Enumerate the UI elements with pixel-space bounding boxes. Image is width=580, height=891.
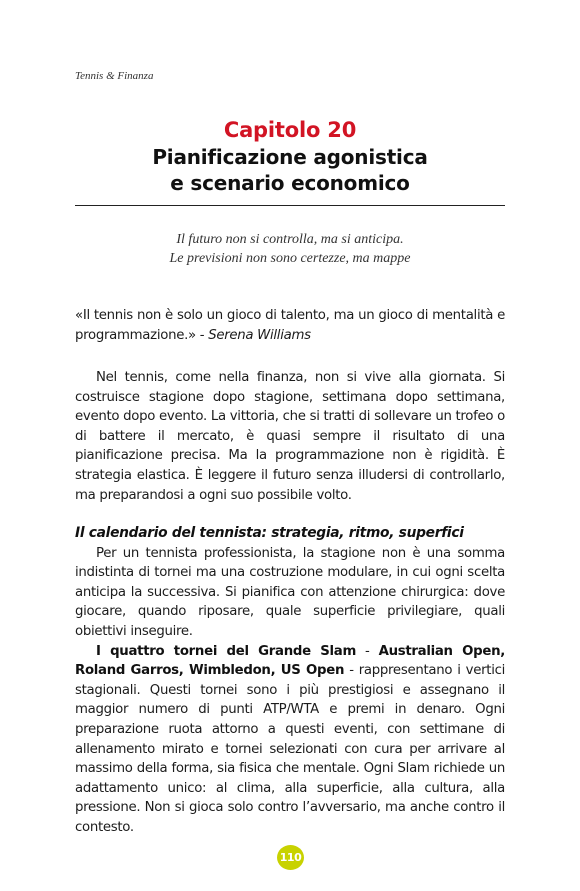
slam-dash: - — [356, 643, 379, 659]
intro-text: Nel tennis, come nella finanza, non si vive alla giornata. Si costruisce stagione dopo stagione, settimana dopo settimana, evento dopo evento. La vittoria, che si tratti di sollevare un trofeo o di battere il mercato, è quasi sempre il risultato di una pianificazione precisa. Ma la programmazione non è rigidità. È strategia elastica. È leggere il futuro senza illudersi di controllarlo, ma preparandosi a ogni suo possibile volto. — [75, 370, 505, 503]
opening-quote — [75, 306, 505, 345]
quote-text: «Il tennis non è solo un gioco di talento, ma un gioco di mentalità e programmazione.» - — [75, 308, 505, 343]
epigraph — [75, 230, 505, 268]
epigraph-line-2: Le previsioni non sono certezze, ma mappe — [169, 251, 411, 266]
title-divider — [75, 205, 505, 206]
calendar-section — [75, 524, 505, 838]
slam-bold-intro: I quattro tornei del Grande Slam — [96, 643, 356, 659]
epigraph-line-1: Il futuro non si controlla, ma si anticipa. — [176, 232, 404, 247]
intro-paragraph — [75, 368, 505, 505]
slam-description: - rappresentano i vertici stagionali. Questi tornei sono i più prestigiosi e assegnano il maggior numero di punti ATP/WTA e premi in denaro. Ogni preparazione ruota attorno a questi eventi, con settimane di allenamento mirato e tornei selezionati con cura per arrivare al massimo della forma, sia fisica che mentale. Ogni Slam richiede un adattamento unico: al clima, alla superficie, alla cultura, alla pressione. Non si gioca solo contro l’avversario, ma anche contro il contesto. — [75, 663, 506, 835]
section-paragraph-2 — [75, 642, 505, 838]
chapter-title-line-1: Pianificazione agonistica — [152, 145, 428, 169]
chapter-title-line-2: e scenario economico — [170, 171, 410, 195]
running-header: Tennis & Finanza — [75, 70, 154, 82]
section-heading: Il calendario del tennista: strategia, ritmo, superfici — [75, 525, 464, 541]
chapter-heading — [75, 117, 505, 196]
slam-tournaments: Australian Open, Roland Garros, Wimbledon, US Open — [75, 643, 505, 679]
page-number-badge: 110 — [277, 845, 304, 870]
section-paragraph-1: Per un tennista professionista, la stagione non è una somma indistinta di tornei ma una costruzione modulare, in cui ogni scelta anticipa la successiva. Si pianifica con attenzione chirurgica: dove giocare, quando riposare, quale superficie privilegiare, quali obiettivi inseguire. — [75, 545, 505, 639]
chapter-number: Capitolo 20 — [223, 118, 357, 142]
quote-author: Serena Williams — [208, 327, 311, 343]
